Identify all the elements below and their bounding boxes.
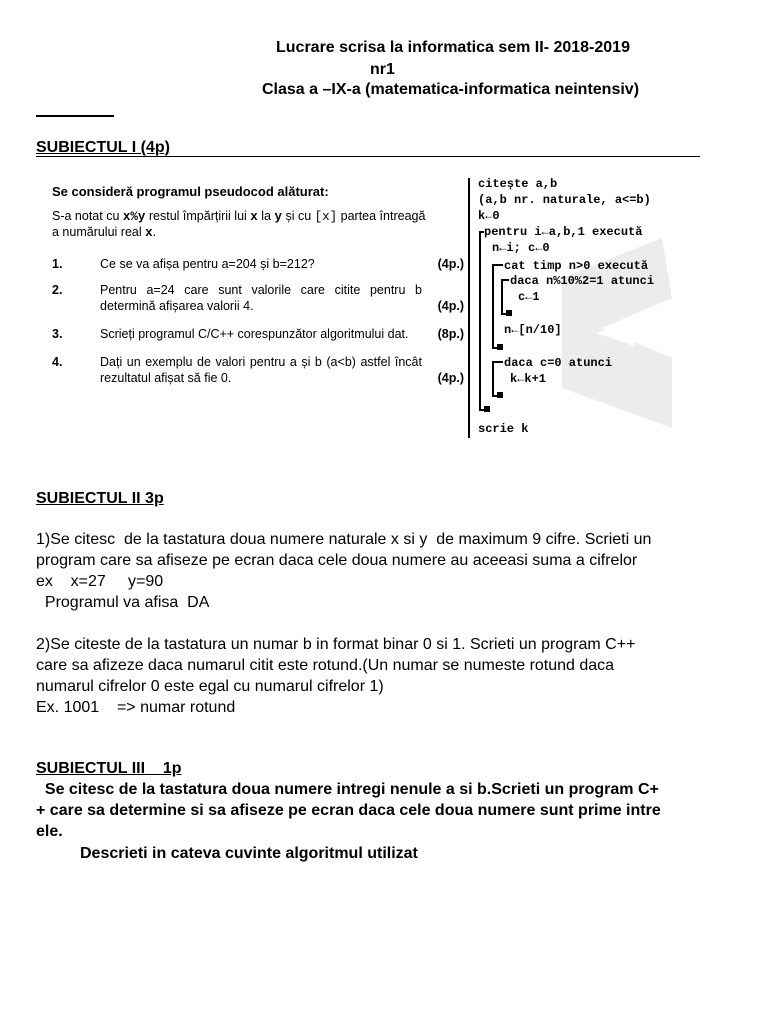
subject3-line3: ele. <box>36 823 63 840</box>
subject3-line1: Se citesc de la tastatura doua numere intregi nenule a si b.Scrieti un program C+ <box>36 781 659 798</box>
subject3-line4: Descrieti in cateva cuvinte algoritmul utilizat <box>80 845 418 862</box>
code-line-6: cat timp n>0 execută <box>504 259 649 273</box>
subject2-p1-line3: ex x=27 y=90 <box>36 573 164 590</box>
subject1-intro-line2: a numărului real x. <box>52 225 157 240</box>
header-line-2: nr1 <box>370 61 395 78</box>
header-line-3: Clasa a –IX-a (matematica-informatica neintensiv) <box>262 81 640 98</box>
subject1-problem-figure <box>52 178 680 440</box>
short-rule <box>36 115 114 117</box>
subject2-p2-line4: Ex. 1001 => numar rotund <box>36 699 236 716</box>
subject2-p1-line2: program care sa afiseze pe ecran daca cele doua numere au aceeasi suma a cifrelor <box>36 552 638 569</box>
block-end-marker <box>497 344 503 350</box>
code-line-11: k←k+1 <box>510 372 547 386</box>
question-3 <box>52 326 464 344</box>
question-2 <box>52 282 464 316</box>
code-line-12: scrie k <box>478 422 529 436</box>
subject1-rule <box>36 156 700 157</box>
question-number: 2. <box>52 283 63 297</box>
subject2-p2-line1: 2)Se citeste de la tastatura un numar b in format binar 0 si 1. Scrieti un program C++ <box>36 636 636 653</box>
block-end-marker <box>484 406 490 412</box>
subject2-title: SUBIECTUL II 3p <box>36 490 164 507</box>
code-line-4: pentru i←a,b,1 execută <box>484 225 643 239</box>
block-end-marker <box>506 310 512 316</box>
block-bar <box>492 361 494 395</box>
question-1 <box>52 256 464 274</box>
code-line-10: daca c=0 atunci <box>504 356 613 370</box>
code-line-1: citește a,b <box>478 177 558 191</box>
subject2-p2-line3: numarul cifrelor 0 este egal cu numarul cifrelor 1) <box>36 678 384 695</box>
subject2-p1-line4: Programul va afisa DA <box>36 594 210 611</box>
question-points: (4p.) <box>437 299 464 313</box>
question-text: Scrieți programul C/C++ corespunzător algoritmului dat. <box>100 327 409 341</box>
subject3-title: SUBIECTUL III 1p <box>36 760 182 777</box>
subject3-line2: + care sa determine si sa afiseze pe ecran daca cele doua numere sunt prime intre <box>36 802 661 819</box>
block-bar <box>492 264 494 347</box>
subject2-p1-line1: 1)Se citesc de la tastatura doua numere naturale x si y de maximum 9 cifre. Scrieti un <box>36 531 652 548</box>
question-points: (4p.) <box>437 371 464 385</box>
question-points: (8p.) <box>437 327 464 341</box>
code-line-5: n←i; c←0 <box>492 241 550 255</box>
subject1-intro-line1: S-a notat cu x%y restul împărțirii lui x la y și cu [x] partea întreagă <box>52 209 426 224</box>
question-number: 1. <box>52 257 63 271</box>
code-line-7: daca n%10%2=1 atunci <box>510 274 655 288</box>
question-text: Ce se va afișa pentru a=204 și b=212? <box>100 257 315 271</box>
block-bar <box>492 361 503 363</box>
block-bar <box>501 279 503 313</box>
block-end-marker <box>497 392 503 398</box>
question-points: (4p.) <box>437 257 464 271</box>
code-line-2: (a,b nr. naturale, a<=b) <box>478 193 651 207</box>
subject2-p2-line2: care sa afizeze daca numarul citit este rotund.(Un numar se numeste rotund daca <box>36 657 615 674</box>
block-bar <box>492 264 503 266</box>
question-4 <box>52 354 464 388</box>
subject1-intro-title: Se consideră programul pseudocod alăturat: <box>52 184 329 199</box>
code-line-9: n←[n/10] <box>504 323 562 337</box>
question-text: Pentru a=24 care sunt valorile care citite pentru b determină afișarea valorii 4. <box>100 283 422 313</box>
code-line-8: c←1 <box>518 290 540 304</box>
code-line-3: k←0 <box>478 209 500 223</box>
header-line-1: Lucrare scrisa la informatica sem II- 2018-2019 <box>276 39 630 56</box>
figure-divider <box>468 178 470 438</box>
block-bar <box>479 231 481 409</box>
subject1-title: SUBIECTUL I (4p) <box>36 139 170 156</box>
question-text: Dați un exemplu de valori pentru a și b (a<b) astfel încât rezultatul afișat să fie 0. <box>100 355 422 385</box>
question-number: 4. <box>52 355 63 369</box>
question-number: 3. <box>52 327 63 341</box>
